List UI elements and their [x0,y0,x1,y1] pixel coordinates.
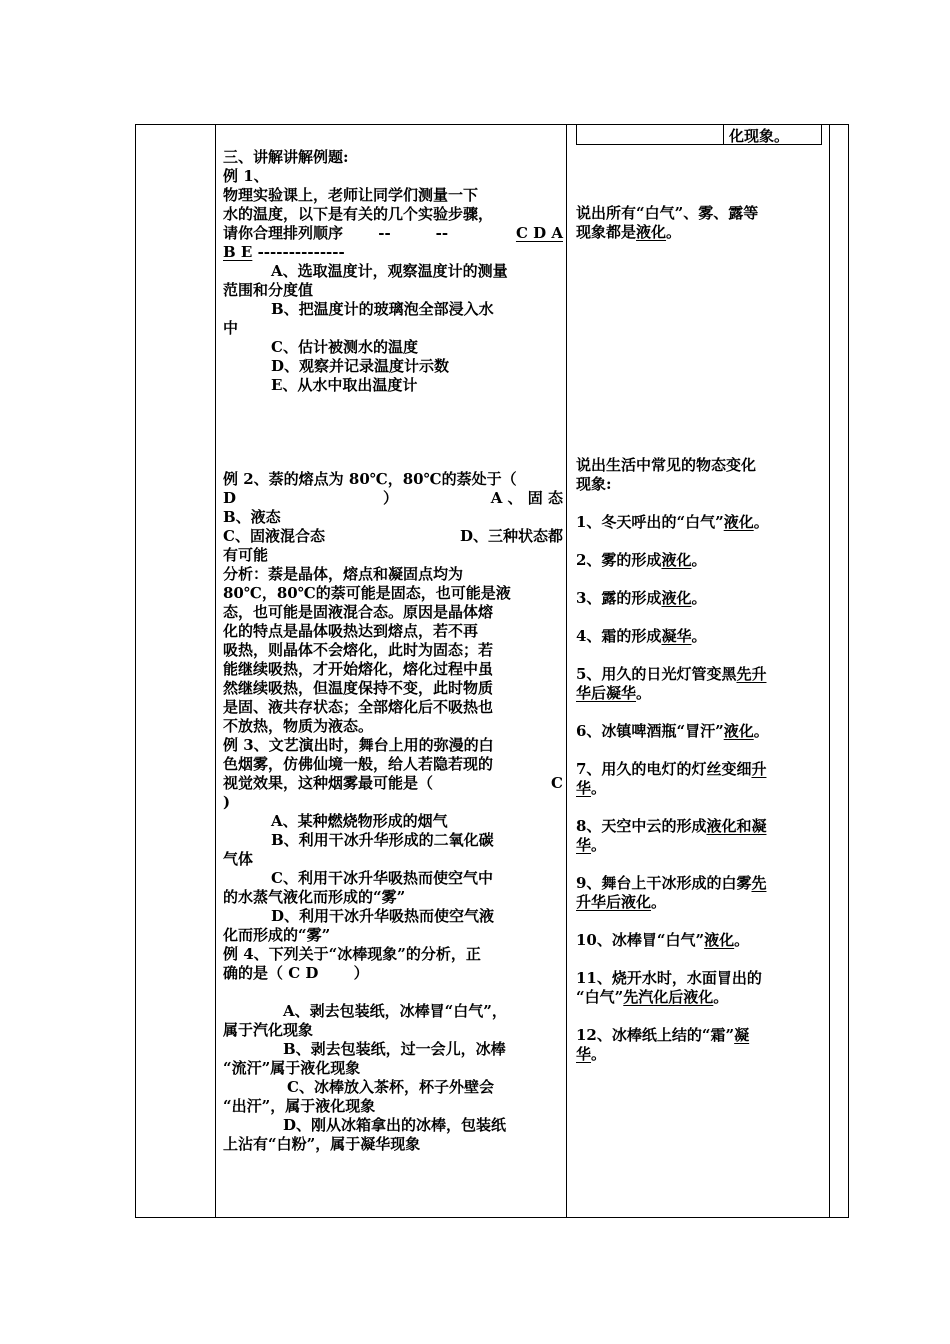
ex1-option-b: B、把温度计的玻璃泡全部浸入水 [271,300,494,318]
ex1-answer: C D A [515,224,563,242]
ex2-options-cd [223,527,563,546]
list-item-period: 。 [651,893,667,911]
ex1-question-line: 水的温度，以下是有关的几个实验步骤， [223,205,494,223]
ex4-question: 例 4、下列关于“冰棒现象”的分析，正 [223,945,481,963]
ex2-analysis: 80℃，80℃的萘可能是固态，也可能是液 [223,584,511,602]
ex2-question: 例 2、萘的熔点为 80℃，80℃的萘处于（ [223,470,517,488]
list-item-text: 9、舞台上干冰形成的白雾 [576,874,752,892]
ex2-paren: ） [383,489,399,507]
notes-column [576,124,822,1083]
list-item [576,760,822,798]
list-item-period: 。 [636,684,652,702]
list-item-period: 。 [591,836,607,854]
ex1-option-a: A、选取温度计，观察温度计的测量 [271,262,508,280]
list-item-answer: 液化 [723,513,754,531]
ex2-analysis: 不放热，物质为液态。 [223,717,374,735]
list-item-text: 5、用久的日光灯管变黑 [576,665,737,683]
list-item-answer: 升 [751,760,767,778]
list-item-answer: 凝华 [661,627,692,645]
ex2-analysis: 能继续吸热，才开始熔化，熔化过程中虽 [223,660,494,678]
column-divider-2 [566,124,567,1218]
list-item-answer: 液化 [704,931,735,949]
list-item [576,931,822,950]
ex2-analysis: 是固、液共存状态；全部熔化后不吸热也 [223,698,494,716]
list-item [576,513,822,532]
ex2-analysis: 分析：萘是晶体，熔点和凝固点均为 [223,565,464,583]
list-item-answer: 液化 [661,551,692,569]
top-cell-text: 化现象。 [729,127,790,145]
notes-intro-text: 现象都是 [576,223,637,241]
spacer [223,983,563,1002]
ex1-option-e: E、从水中取出温度计 [271,376,418,394]
ex3-answer: C [551,774,563,792]
list-item-answer: 液化 [661,589,692,607]
list-item-answer: 液化和凝 [706,817,767,835]
column-divider-3 [829,124,830,1218]
ex2-analysis: 化的特点是晶体吸热达到熔点，若不再 [223,622,479,640]
list-item [576,874,822,912]
list-item-period: 。 [591,1045,607,1063]
ex3-question-text: 视觉效果，这种烟雾最可能是（ [223,774,434,792]
ex1-answer-cont: B E [223,243,253,261]
list-item-answer: 先升 [736,665,767,683]
list-item-text: 3、露的形成 [576,589,662,607]
ex3-close-paren: ) [223,793,231,811]
examples-column [223,148,563,1154]
list-item-text: 6、冰镇啤酒瓶“冒汗” [576,722,724,740]
ex4-option-d-cont: 上沾有“白粉”，属于凝华现象 [223,1135,421,1153]
ex3-question: 色烟雾，仿佛仙境一般，给人若隐若现的 [223,755,494,773]
list-item-period: 。 [753,722,769,740]
ex3-option-b: B、利用干冰升华形成的二氧化碳 [271,831,494,849]
ex2-option-a: A 、 固 态 [490,489,563,507]
ex2-option-b: B、液态 [223,508,281,526]
list-item [576,551,822,570]
ex1-question-line: 物理实验课上，老师让同学们测量一下 [223,186,479,204]
list-item-period: 。 [691,589,707,607]
list-item-period: 。 [713,988,729,1006]
list-item-answer: 凝 [734,1026,750,1044]
ex1-title: 例 1、 [223,167,269,185]
phase-change-list [576,513,822,1064]
ex2-option-c: C、固液混合态 [223,527,325,545]
ex1-question-text: 请你合理排列顺序 -- -- [223,224,449,242]
list-item [576,722,822,741]
ex2-analysis: 然继续吸热，但温度保持不变，此时物质 [223,679,494,697]
ex2-answer: D [223,489,237,507]
spacer [576,242,822,456]
ex4-option-c-cont: “出汗”，属于液化现象 [223,1097,376,1115]
lesson-table [135,124,849,1218]
ex1-option-b-cont: 中 [223,319,239,337]
ex1-option-d: D、观察并记录温度计示数 [271,357,450,375]
ex2-analysis: 吸热，则晶体不会熔化，此时为固态；若 [223,641,494,659]
ex1-question-line [223,224,563,243]
list-item-period: 。 [691,551,707,569]
list-item-answer: 华 [576,836,592,854]
list-item [576,627,822,646]
spacer [223,395,563,470]
list-item-period: 。 [753,513,769,531]
ex1-option-c: C、估计被测水的温度 [271,338,418,356]
list-item [576,665,822,703]
list-item-answer: 华后凝华 [576,684,637,702]
ex4-option-b-cont: “流汗”属于液化现象 [223,1059,361,1077]
ex3-option-c-cont: 的水蒸气液化而形成的“雾” [223,888,406,906]
list-item-answer: 液化 [723,722,754,740]
list-item-text: 1、冬天呼出的“白气” [576,513,724,531]
list-item-period: 。 [734,931,750,949]
table-border-bottom [135,1217,849,1218]
notes-intro [576,223,822,242]
notes-list-title: 现象: [576,475,612,493]
list-item-answer: 华 [576,779,592,797]
ex4-option-a: A、剥去包装纸，冰棒冒“白气”， [283,1002,507,1020]
ex4-question: 确的是（ C D ） [223,964,369,982]
notes-list-title: 说出生活中常见的物态变化 [576,456,757,474]
ex3-question [223,774,563,793]
list-item-text: 12、冰棒纸上结的“霜” [576,1026,735,1044]
ex4-option-a-cont: 属于汽化现象 [223,1021,314,1039]
list-item-text: 2、雾的形成 [576,551,662,569]
ex1-dashes: -------------- [252,243,345,261]
ex2-option-d: D、三种状态都 [459,527,563,545]
list-item [576,589,822,608]
ex2-option-d-cont: 有可能 [223,546,269,564]
ex2-analysis: 态，也可能是固液混合态。原因是晶体熔 [223,603,494,621]
section-heading: 三、讲解讲解例题: [223,148,349,166]
notes-intro-period: 。 [666,223,682,241]
table-border-left [135,124,136,1218]
list-item-text: 11、烧开水时，水面冒出的 [576,969,762,987]
ex4-option-d: D、刚从冰箱拿出的冰棒，包装纸 [283,1116,507,1134]
notes-intro-answer: 液化 [636,223,667,241]
ex3-option-b-cont: 气体 [223,850,254,868]
list-item-answer: 华 [576,1045,592,1063]
notes-intro: 说出所有“白气”、雾、露等 [576,204,759,222]
list-item-text: “白气” [576,988,624,1006]
list-item-period: 。 [691,627,707,645]
list-item-text: 4、霜的形成 [576,627,662,645]
ex3-option-d-cont: 化而形成的“雾” [223,926,331,944]
list-item [576,817,822,855]
ex3-question: 例 3、文艺演出时，舞台上用的弥漫的白 [223,736,494,754]
spacer [576,124,822,204]
column-divider-1 [215,124,216,1218]
list-item [576,969,822,1007]
ex3-option-a: A、某种燃烧物形成的烟气 [271,812,448,830]
ex3-option-d: D、利用干冰升华吸热而使空气液 [271,907,495,925]
list-item-answer: 先 [751,874,767,892]
ex2-answer-line [223,489,563,508]
ex1-option-a-cont: 范围和分度值 [223,281,314,299]
list-item-text: 7、用久的电灯的灯丝变细 [576,760,752,778]
list-item-text: 8、天空中云的形成 [576,817,707,835]
list-item-text: 10、冰棒冒“白气” [576,931,705,949]
table-border-right [848,124,849,1218]
list-item-period: 。 [591,779,607,797]
ex4-option-b: B、剥去包装纸，过一会儿，冰棒 [283,1040,506,1058]
ex3-option-c: C、利用干冰升华吸热而使空气中 [271,869,493,887]
list-item-answer: 升华后液化 [576,893,652,911]
ex1-answer-line [223,243,563,262]
list-item [576,1026,822,1064]
ex4-option-c: C、冰棒放入茶杯，杯子外壁会 [287,1078,494,1096]
list-item-answer: 先汽化后液化 [623,988,714,1006]
